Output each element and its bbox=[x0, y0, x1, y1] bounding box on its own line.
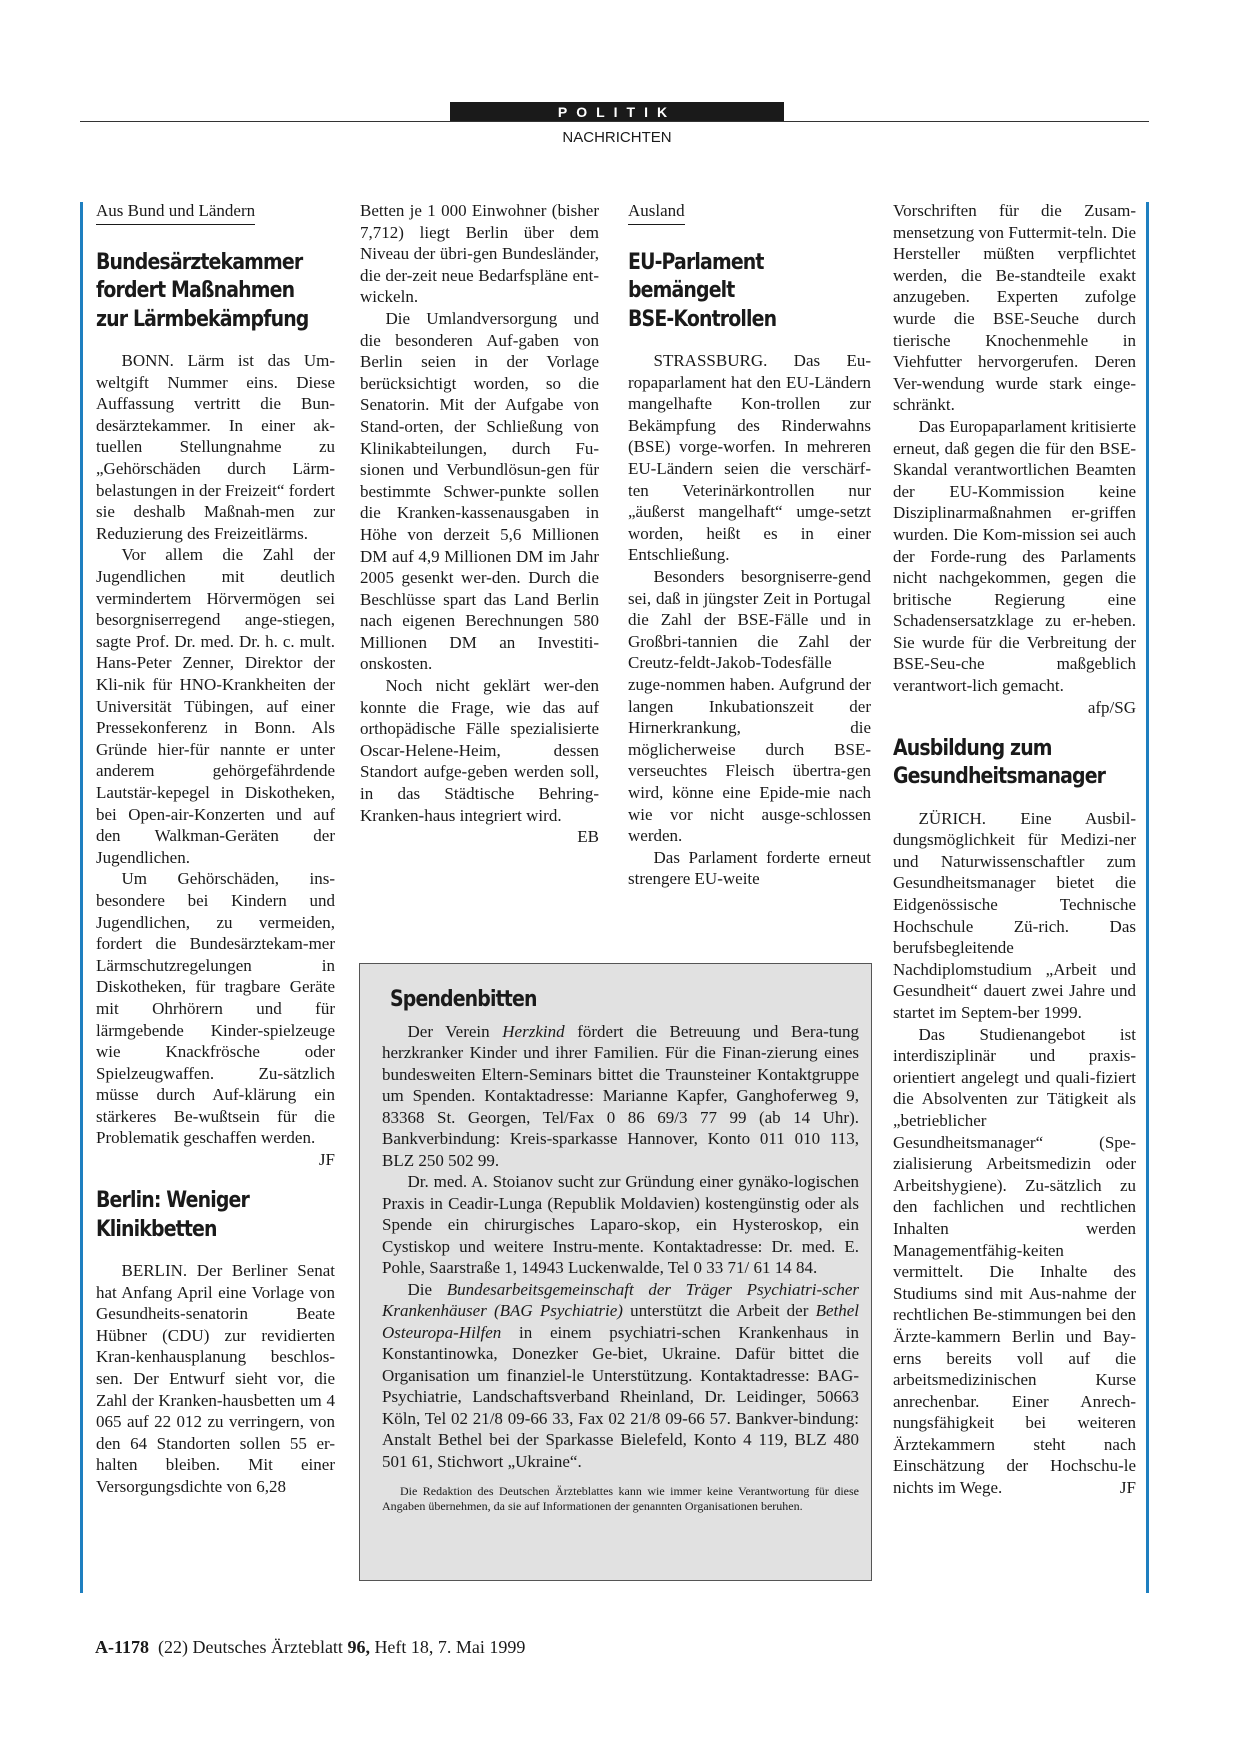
headline-line: EU-Parlament bbox=[628, 249, 764, 275]
paragraph bbox=[360, 675, 599, 847]
paragraph: STRASSBURG. Das Eu-ropaparlament hat den EU-Ländern mangelhafte Kon-trollen zur Bekämpfung des Rinderwahns (BSE) vorge-worfen. In mehreren EU-Ländern seien die verschärf-ten Veterinärkontrollen nur „äußerst mangelhaft“ umge-setzt worden, heißt es in einer Entschließung. bbox=[628, 351, 871, 565]
headline-line: Bundesärztekammer bbox=[96, 249, 303, 275]
headline-line: Berlin: Weniger bbox=[96, 1188, 249, 1214]
footer-text: (22) Deutsches Ärzteblatt bbox=[158, 1637, 348, 1657]
box-headline: Spendenbitten bbox=[390, 987, 537, 1012]
signature: JF bbox=[1119, 1478, 1136, 1498]
box-paragraph bbox=[382, 1279, 859, 1473]
donation-box bbox=[359, 963, 872, 1581]
headline-berlin bbox=[96, 1187, 302, 1244]
right-accent-bar bbox=[1146, 202, 1149, 1593]
page-number: A-1178 bbox=[95, 1637, 149, 1657]
paragraph-text: Das Studienangebot ist interdisziplinär und praxis-orientiert angelegt und quali-fiziert die Absolventen zur Tätigkeit als „betrieblicher Gesundheitsmanager“ (Spe-zialisierung Arbeitsmedizin oder Arbeitshygiene). Zu-sätzlich zu den fachlichen und rechtlichen Inhalten werden Managementfähig-keiten vermittelt. Die Inhalte des Studiums sind mit Aus-nahme der rechtlichen Be-stimmungen bei den Ärzte-kammern Berlin und Bay-erns bereits voll auf die arbeitsmedizinischen Kurse anrechenbar. Einer Anrech-nungsfähigkeit bei weiteren Ärztekammern steht nach Einschätzung der Hochschu-le nichts im Wege. bbox=[893, 1024, 1136, 1498]
column-2 bbox=[360, 200, 599, 848]
left-accent-bar bbox=[80, 202, 83, 1593]
paragraph: Betten je 1 000 Einwohner (bisher 7,712) liegt Berlin über dem Niveau der übri-gen Bundesländer, die der-zeit neue Bedarfspläne ent-wickeln. bbox=[360, 201, 599, 307]
header-rule bbox=[80, 121, 1149, 122]
paragraph: Das Parlament forderte erneut strengere EU-weite bbox=[628, 847, 871, 889]
headline-zuerich bbox=[893, 735, 1106, 792]
emphasis: Herzkind bbox=[502, 1021, 565, 1041]
page-footer bbox=[95, 1637, 525, 1658]
box-paragraph bbox=[382, 1021, 859, 1172]
paragraph: ZÜRICH. Eine Ausbil-dungsmöglichkeit für Medizi-ner und Naturwissenschaftler zum Gesundheitsmanager bietet die Eidgenössische Technische Hochschule Zü-rich. Das berufsbegleitende Nachdiplomstudium „Arbeit und Gesundheit“ dauert zwei Jahre und startet im Septem-ber 1999. bbox=[893, 808, 1136, 1022]
paragraph: BONN. Lärm ist das Um-weltgift Nummer eins. Diese Auffassung vertritt die Bun-desärztekammer. In einer ak-tuellen Stellungnahme zu „Gehörschäden durch Lärm-belastungen in der Freizeit“ fordert sie deshalb Maßnah-men zur Reduzierung des Freizeitlärms. bbox=[96, 351, 335, 543]
paragraph-text: Noch nicht geklärt wer-den konnte die Frage, wie das auf orthopädische Fälle spezialisierte Oscar-Helene-Heim, dessen Standort aufge-geben werden soll, in das Städtische Behring-Kranken-haus integriert wird. bbox=[360, 676, 599, 825]
box-paragraph: Dr. med. A. Stoianov sucht zur Gründung einer gynäko-logischen Praxis in Ceadir-Lunga (Republik Moldavien) kostengünstig oder als Spende ein chirurgisches Laparo-skop, ein Hysteroskop, ein Cystiskop und weitere Instru-mente. Kontaktadresse: Dr. med. E. Pohle, Saarstraße 1, 14943 Luckenwalde, Tel 0 33 71/ 61 14 84. bbox=[382, 1172, 859, 1277]
headline-line: Gesundheitsmanager bbox=[893, 764, 1106, 790]
paragraph-text: Um Gehörschäden, ins-besondere bei Kindern und Jugendlichen, zu vermeiden, fordert die Bundesärztekam-mer Lärmschutzregelungen in Diskotheken, für tragbare Geräte mit Ohrhörern und für lärmgebende Kinder-spielzeuge wie Knackfrösche oder Spielzeugwaffen. Zu-sätzlich müsse durch Auf-klärung ein stärkeres Be-wußtsein für die Problematik geschaffen werden. bbox=[96, 869, 335, 1148]
emphasis: Bundesarbeitsgemeinschaft der Träger Psychiatri-scher Krankenhäuser (BAG Psychiatrie) bbox=[382, 1279, 860, 1320]
headline-eu bbox=[628, 249, 837, 335]
text: Der Verein bbox=[407, 1021, 503, 1041]
footer-text: Heft 18, 7. Mai 1999 bbox=[369, 1637, 526, 1657]
paragraph: Besonders besorgniserre-gend sei, daß in jüngster Zeit in Portugal die Zahl der BSE-Fälle und in Großbri-tannien die Zahl der Creutz-feldt-Jakob-Todesfälle zuge-nommen haben. Aufgrund der langen Inkubationszeit der Hirnerkrankung, die möglicherweise durch BSE-verseuchtes Fleisch übertra-gen wird, könne eine Epide-mie nach wie vor nicht ausge-schlossen werden. bbox=[628, 567, 871, 846]
headline-line: zur Lärmbekämpfung bbox=[96, 306, 309, 332]
emphasis: Bethel Osteuropa-Hilfen bbox=[382, 1301, 859, 1342]
paragraph: Vor allem die Zahl der Jugendlichen mit deutlich vermindertem Hörvermögen sei besorgniserregend ange-stiegen, sagte Prof. Dr. med. Dr. h. c. mult. Hans-Peter Zenner, Direktor der Kli-nik für HNO-Krankheiten der Universität Tübingen, auf einer Pressekonferenz in Bonn. Als Gründe hier-für nannte er unter anderem gehörgefährdende Lautstär-kepegel in Diskotheken, bei Open-air-Konzerten und auf den Walkman-Geräten der Jugendlichen. bbox=[96, 545, 335, 867]
paragraph bbox=[96, 868, 335, 1170]
paragraph: BERLIN. Der Berliner Senat hat Anfang April eine Vorlage von Gesundheits-senatorin Beate Hübner (CDU) zur revidierten Kran-kenhausplanung beschlos-sen. Der Entwurf sieht vor, die Zahl der Kranken-hausbetten um 4 065 auf 22 012 zu verringern, von den 64 Standorten sollen 55 er-halten bleiben. Mit einer Versorgungsdichte von 6,28 bbox=[96, 1261, 335, 1496]
paragraph bbox=[893, 1024, 1136, 1499]
column-1 bbox=[96, 200, 335, 1498]
kicker-abroad: Ausland bbox=[628, 200, 685, 225]
kicker-domestic: Aus Bund und Ländern bbox=[96, 200, 255, 225]
signature: JF bbox=[318, 1150, 335, 1170]
paragraph: Vorschriften für die Zusam-mensetzung von Futtermit-teln. Die Hersteller müßten verpflichtet werden, die Be-standteile exakt anzugeben. Experten zufolge wurde die BSE-Seuche durch tierische Knochenmehle in Viehfutter hervorgerufen. Deren Ver-wendung wurde stark einge-schränkt. bbox=[893, 201, 1136, 415]
column-3 bbox=[628, 200, 871, 890]
headline-line: BSE-Kontrollen bbox=[628, 306, 777, 332]
headline-laerm bbox=[96, 249, 309, 335]
text: unterstützt die Arbeit der bbox=[622, 1301, 816, 1320]
text: fördert die Betreuung und Bera-tung herzkranker Kinder und ihrer Familien. Für die Finan-zierung eines bundesweiten Eltern-Seminars bittet die Traunsteiner Kontaktgruppe um Spenden. Kontaktadresse: Marianne Kapfer, Ganghoferweg 9, 83368 St. Georgen, Tel/Fax 0 86 69/3 77 99 (ab 14 Uhr). Bankverbindung: Kreis-sparkasse Hannover, Konto 011 010 113, BLZ 250 502 99. bbox=[382, 1021, 859, 1170]
signature: EB bbox=[577, 827, 599, 847]
headline-line: Ausbildung zum bbox=[893, 735, 1052, 761]
subsection-label: NACHRICHTEN bbox=[562, 129, 672, 146]
text: in einem psychiatri-schen Krankenhaus in Konstantinowka, Donezker Ge-biet, Ukraine. Dafür bittet die Organisation um finanziel-le Unterstützung. Kontaktadresse: BAG-Psychiatrie, Landschaftsverband Rheinland, Dr. Leidinger, 50663 Köln, Tel 02 21/8 09-66 33, Fax 02 21/8 09-66 57. Bankver-bindung: Anstalt Bethel bei der Sparkasse Bielefeld, Konto 4 119, BLZ 480 501 61, Stichwort „Ukraine“. bbox=[382, 1322, 859, 1471]
paragraph bbox=[893, 416, 1136, 717]
section-bar: POLITIK bbox=[450, 102, 784, 122]
paragraph: Die Umlandversorgung und die besonderen Auf-gaben von Berlin seien in der Vorlage berücksichtigt worden, so die Senatorin. Mit der Aufgabe von Stand-orten, der Schließung von Klinikabteilungen, durch Fu-sionen und Verbundlösun-gen für bestimmte Schwer-punkte sollen die Kranken-kassenausgaben in Höhe von derzeit 5,6 Millionen DM auf 4,9 Millionen DM im Jahr 2005 gesenkt wer-den. Durch die Beschlüsse spart das Land Berlin nach eigenen Berechnungen 580 Millionen DM an Investiti-onskosten. bbox=[360, 308, 599, 674]
volume: 96, bbox=[347, 1637, 370, 1657]
text: Die bbox=[407, 1279, 447, 1299]
headline-line: Klinikbetten bbox=[96, 1216, 217, 1242]
box-disclaimer: Die Redaktion des Deutschen Ärzteblattes kann wie immer keine Verantwortung für diese Angaben übernehmen, da sie auf Informationen der genannten Organisationen beruhen. bbox=[382, 1484, 859, 1513]
column-4 bbox=[893, 200, 1136, 1499]
signature: afp/SG bbox=[1087, 697, 1136, 717]
headline-line: fordert Maßnahmen bbox=[96, 278, 295, 304]
headline-line: bemängelt bbox=[628, 278, 735, 304]
paragraph-text: Das Europaparlament kritisierte erneut, daß gegen die für den BSE-Skandal verantwortlichen Beamten der EU-Kommission keine Disziplinarmaßnahmen er-griffen wurden. Die Kom-mission sei auch der Forde-rung des Parlaments nicht nachgekommen, gegen die britische Regierung eine Schadensersatzklage zu er-heben. Sie wurde für die Verbreitung der BSE-Seu-che maßgeblich verantwort-lich gemacht. bbox=[893, 416, 1136, 696]
